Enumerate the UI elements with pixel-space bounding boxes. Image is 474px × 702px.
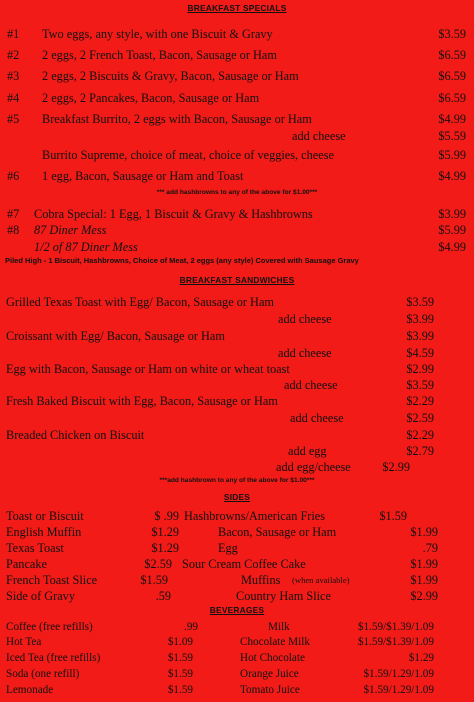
side-desc: Egg [218,541,238,555]
side-desc: Muffins [241,573,281,587]
special-num: #5 [7,112,20,126]
sandwich-desc: Egg with Bacon, Sausage or Ham on white or wheat toast [6,362,290,376]
special-desc: Two eggs, any style, with one Biscuit & Gravy [42,27,273,41]
sides-heading: SIDES [223,492,251,502]
special-desc: 1/2 of 87 Diner Mess [34,240,138,254]
sandwich-add-cheese: add cheese [290,411,344,425]
special-price: $4.99 [438,169,466,183]
side-price: .79 [422,541,438,555]
side-desc: Hashbrowns/American Fries [184,509,326,523]
sandwich-price: $3.99 [406,312,434,326]
special-desc: Breakfast Burrito, 2 eggs with Bacon, Sausage or Ham [42,112,312,126]
beverages-heading: BEVERAGES [209,605,265,615]
sandwich-add-cheese: add cheese [284,378,338,392]
special-num: #8 [7,223,20,237]
beverage-desc: Tomato Juice [240,684,300,696]
side-desc: Side of Gravy [6,589,75,603]
side-price: $1.29 [151,525,179,539]
special-num: #6 [7,169,20,183]
sandwich-price: $3.99 [406,329,434,343]
beverage-desc: Hot Tea [6,636,42,648]
special-num: #3 [7,69,20,83]
beverage-desc: Hot Chocolate [240,652,305,664]
side-price: $1.59 [379,509,407,523]
beverage-desc: Soda (one refill) [6,668,80,680]
sandwich-price: $3.59 [406,378,434,392]
sandwich-price: $2.29 [406,428,434,442]
beverage-desc: Lemonade [6,684,54,696]
sandwich-add-cheese: add cheese [278,312,332,326]
breakfast-specials-heading: BREAKFAST SPECIALS [187,3,287,13]
side-desc: Texas Toast [6,541,64,555]
side-price: $1.59 [140,573,168,587]
sandwich-hashbrown-note: ***add hashbrown to any of the above for $1.00*** [159,477,315,484]
special-desc: 87 Diner Mess [34,223,107,237]
sandwich-add-cheese: add cheese [278,346,332,360]
special-num: #4 [7,91,20,105]
side-price: .59 [155,589,171,603]
beverage-price: $1.59 [167,684,193,696]
side-desc: Pancake [6,557,47,571]
sandwich-add-egg: add egg [288,444,327,458]
special-add-cheese: add cheese [292,129,346,143]
special-desc: 2 eggs, 2 French Toast, Bacon, Sausage or Ham [42,48,277,62]
sandwich-price: $2.59 [406,411,434,425]
sandwich-price: $2.99 [382,460,410,474]
beverage-price: $1.59/1.29/1.09 [363,684,434,696]
sandwich-add-egg-cheese: add egg/cheese [276,460,351,474]
beverage-price: $1.09 [167,636,193,648]
beverage-price: $1.59/1.29/1.09 [363,668,434,680]
beverage-price: $1.59/$1.39/1.09 [357,636,434,648]
sandwich-price: $2.99 [406,362,434,376]
specials-hashbrown-note: *** add hashbrowns to any of the above for $1.00*** [156,189,318,196]
beverage-price: .99 [184,621,198,633]
special-price: $6.59 [438,48,466,62]
special-price: $6.59 [438,69,466,83]
side-price: $1.99 [410,557,438,571]
sandwich-desc: Croissant with Egg/ Bacon, Sausage or Ham [6,329,225,343]
sandwich-desc: Fresh Baked Biscuit with Egg, Bacon, Sausage or Ham [6,394,278,408]
special-desc: Burrito Supreme, choice of meat, choice of veggies, cheese [42,148,334,162]
side-desc: Country Ham Slice [236,589,331,603]
sandwich-desc: Grilled Texas Toast with Egg/ Bacon, Sausage or Ham [6,295,274,309]
diner-mess-footnote: Piled High - 1 Biscuit, Hashbrowns, Choice of Meat, 2 eggs (any style) Covered with Sausage Gravy [5,256,359,265]
special-price: $5.59 [438,129,466,143]
sandwich-price: $3.59 [406,295,434,309]
special-desc: 1 egg, Bacon, Sausage or Ham and Toast [42,169,244,183]
side-note: (when available) [292,575,350,585]
side-price: $1.29 [151,541,179,555]
sandwich-price: $4.59 [406,346,434,360]
special-desc: 2 eggs, 2 Biscuits & Gravy, Bacon, Sausage or Ham [42,69,299,83]
side-desc: Sour Cream Coffee Cake [182,557,306,571]
beverage-desc: Milk [268,621,290,633]
special-price: $6.59 [438,91,466,105]
side-price: $1.99 [410,573,438,587]
side-desc: Toast or Biscuit [6,509,84,523]
beverage-price: $1.59 [167,668,193,680]
beverage-price: $1.59/$1.39/1.09 [357,621,434,633]
side-price: $2.99 [410,589,438,603]
special-num: #2 [7,48,20,62]
sandwich-price: $2.29 [406,394,434,408]
breakfast-sandwiches-heading: BREAKFAST SANDWICHES [179,275,295,285]
beverage-price: $1.29 [408,652,434,664]
side-desc: Bacon, Sausage or Ham [218,525,337,539]
side-price: $1.99 [410,525,438,539]
special-num: #7 [7,207,20,221]
beverage-desc: Coffee (free refills) [6,621,93,633]
side-desc: English Muffin [6,525,82,539]
special-price: $5.99 [438,148,466,162]
sandwich-desc: Breaded Chicken on Biscuit [6,428,145,442]
special-price: $4.99 [438,112,466,126]
special-price: $3.59 [438,27,466,41]
special-desc: 2 eggs, 2 Pancakes, Bacon, Sausage or Ham [42,91,260,105]
special-price: $4.99 [438,240,466,254]
special-num: #1 [7,27,20,41]
sandwich-price: $2.79 [406,444,434,458]
beverage-price: $1.59 [167,652,193,664]
beverage-desc: Orange Juice [240,668,299,680]
side-desc: French Toast Slice [6,573,98,587]
beverage-desc: Iced Tea (free refills) [6,652,101,664]
special-price: $5.99 [438,223,466,237]
beverage-desc: Chocolate Milk [240,636,310,648]
side-price: $2.59 [144,557,172,571]
special-desc: Cobra Special: 1 Egg, 1 Biscuit & Gravy & Hashbrowns [34,207,313,221]
side-price: $ .99 [154,509,179,523]
special-price: $3.99 [438,207,466,221]
